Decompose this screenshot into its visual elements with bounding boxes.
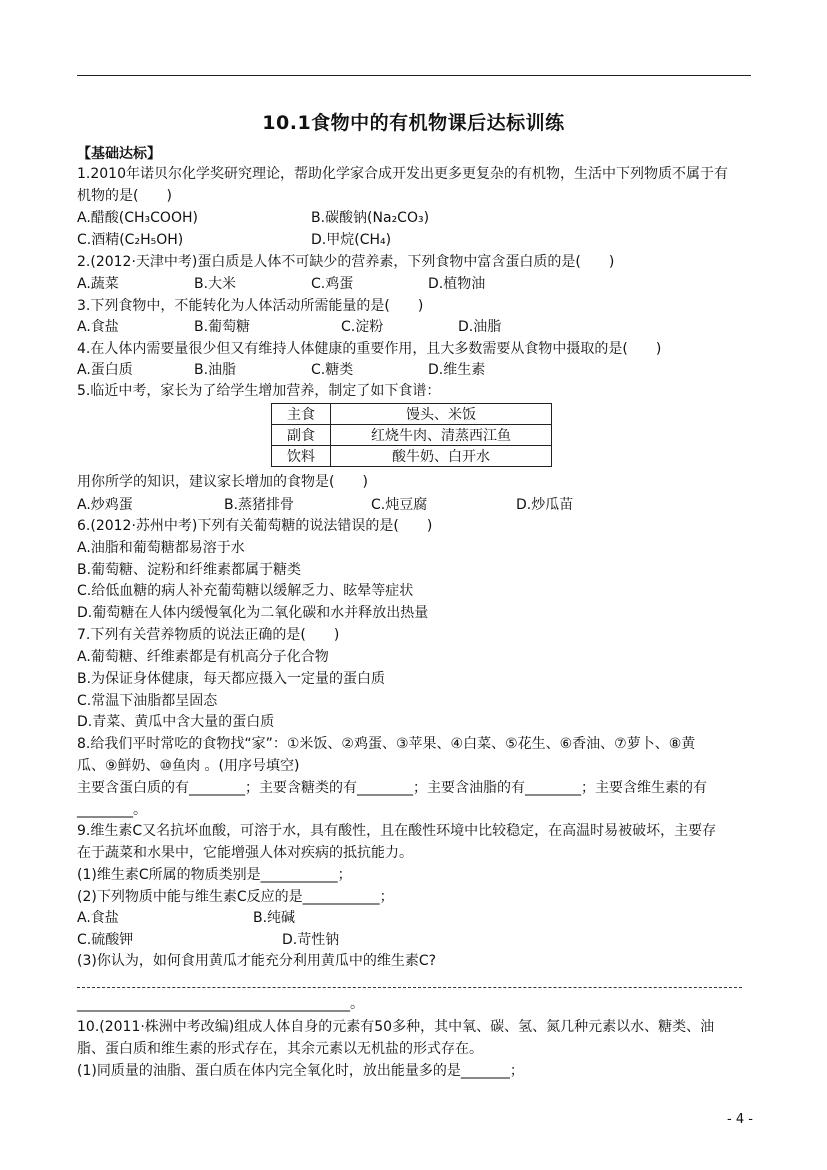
q6-option-d: D.葡萄糖在人体内缓慢氧化为二氧化碳和水并释放出热量 <box>77 605 429 621</box>
section-heading: 【基础达标】 <box>77 146 161 162</box>
q10-sub1: (1)同质量的油脂、蛋白质在体内完全氧化时，放出能量多的是_______； <box>77 1063 524 1079</box>
q8-stem-line2: 瓜、⑨鲜奶、⑩鱼肉 。(用序号填空) <box>77 758 300 774</box>
menu-table <box>271 403 552 467</box>
menu-items: 馒头、米饭 <box>331 404 552 425</box>
q9-sub2: (2)下列物质中能与维生素C反应的是___________； <box>77 889 394 905</box>
q9-option-b: B.纯碱 <box>253 910 296 926</box>
q2-stem: 2.(2012·天津中考)蛋白质是人体不可缺少的营养素，下列食物中富含蛋白质的是( ) <box>77 254 615 270</box>
q1-stem-line2: 机物的是( ) <box>77 188 172 204</box>
page-number: - 4 - <box>727 1112 753 1127</box>
q7-option-d: D.青菜、黄瓜中含大量的蛋白质 <box>77 714 275 730</box>
q9-sub3: (3)你认为，如何食用黄瓜才能充分利用黄瓜中的维生素C? <box>77 953 437 969</box>
menu-row <box>272 425 552 446</box>
q6-option-b: B.葡萄糖、淀粉和纤维素都属于糖类 <box>77 562 302 578</box>
q3-stem: 3.下列食物中，不能转化为人体活动所需能量的是( ) <box>77 298 424 314</box>
menu-category: 副食 <box>272 425 331 446</box>
menu-items: 红烧牛肉、清蒸西江鱼 <box>331 425 552 446</box>
q5-option-b: B.蒸猪排骨 <box>224 497 295 513</box>
q6-stem: 6.(2012·苏州中考)下列有关葡萄糖的说法错误的是( ) <box>77 518 433 534</box>
q3-option-b: B.葡萄糖 <box>194 319 251 335</box>
answer-blank-line <box>77 987 742 988</box>
menu-category: 主食 <box>272 404 331 425</box>
q4-option-d: D.维生素 <box>428 362 486 378</box>
q9-option-c: C.硫酸钾 <box>77 932 134 948</box>
q5-followup: 用你所学的知识，建议家长增加的食物是( ) <box>77 474 368 490</box>
q6-option-c: C.给低血糖的病人补充葡萄糖以缓解乏力、眩晕等症状 <box>77 583 414 599</box>
q1-option-b: B.碳酸钠(Na₂CO₃) <box>311 210 430 226</box>
page-title: 10.1食物中的有机物课后达标训练 <box>262 112 565 134</box>
q2-option-a: A.蔬菜 <box>77 276 119 292</box>
q2-option-b: B.大米 <box>194 276 237 292</box>
q7-option-c: C.常温下油脂都呈固态 <box>77 693 218 709</box>
q9-stem-line2: 在于蔬菜和水果中，它能增强人体对疾病的抵抗能力。 <box>77 845 413 861</box>
q4-option-c: C.糖类 <box>311 362 354 378</box>
q8-blanks-line2: ________。 <box>77 802 147 818</box>
q1-option-c: C.酒精(C₂H₅OH) <box>77 232 184 248</box>
q2-option-c: C.鸡蛋 <box>311 276 354 292</box>
header-rule <box>77 75 751 76</box>
q1-stem-line1: 1.2010年诺贝尔化学奖研究理论，帮助化学家合成开发出更多更复杂的有机物，生活中下列物质不属于有 <box>77 166 728 182</box>
q9-option-a: A.食盐 <box>77 910 119 926</box>
q1-option-a: A.醋酸(CH₃COOH) <box>77 210 198 226</box>
q6-option-a: A.油脂和葡萄糖都易溶于水 <box>77 540 245 556</box>
q9-stem-line1: 9.维生素C又名抗坏血酸，可溶于水，具有酸性，且在酸性环境中比较稳定，在高温时易被破坏，主要存 <box>77 823 717 839</box>
q8-blanks-line1: 主要含蛋白质的有________；主要含糖类的有________；主要含油脂的有________；主要含维生素的有 <box>77 780 707 796</box>
q4-stem: 4.在人体内需要量很少但又有维持人体健康的重要作用，且大多数需要从食物中摄取的是( ) <box>77 341 662 357</box>
q10-stem-line2: 脂、蛋白质和维生素的形式存在，其余元素以无机盐的形式存在。 <box>77 1041 483 1057</box>
q3-option-c: C.淀粉 <box>341 319 384 335</box>
q3-option-a: A.食盐 <box>77 319 119 335</box>
q3-option-d: D.油脂 <box>458 319 502 335</box>
q5-option-d: D.炒瓜苗 <box>516 497 574 513</box>
menu-row <box>272 404 552 425</box>
q5-option-a: A.炒鸡蛋 <box>77 497 133 513</box>
q7-option-a: A.葡萄糖、纤维素都是有机高分子化合物 <box>77 649 329 665</box>
q10-stem-line1: 10.(2011·株洲中考改编)组成人体自身的元素有50多种，其中氧、碳、氢、氮几种元素以水、糖类、油 <box>77 1019 715 1035</box>
q5-option-c: C.炖豆腐 <box>371 497 428 513</box>
q7-option-b: B.为保证身体健康，每天都应摄入一定量的蛋白质 <box>77 671 386 687</box>
q7-stem: 7.下列有关营养物质的说法正确的是( ) <box>77 627 340 643</box>
q8-stem-line1: 8.给我们平时常吃的食物找“家”：①米饭、②鸡蛋、③苹果、④白菜、⑤花生、⑥香油、⑦萝卜、⑧黄 <box>77 736 696 752</box>
q9-option-d: D.苛性钠 <box>282 932 340 948</box>
menu-items: 酸牛奶、白开水 <box>331 446 552 467</box>
q5-stem: 5.临近中考，家长为了给学生增加营养，制定了如下食谱： <box>77 383 441 399</box>
q9-answer-blank: _______________________________________。 <box>77 996 364 1012</box>
menu-category: 饮料 <box>272 446 331 467</box>
q1-option-d: D.甲烷(CH₄) <box>311 232 392 248</box>
q9-sub1: (1)维生素C所属的物质类别是___________； <box>77 867 352 883</box>
q2-option-d: D.植物油 <box>428 276 486 292</box>
q4-option-a: A.蛋白质 <box>77 362 133 378</box>
menu-row <box>272 446 552 467</box>
q4-option-b: B.油脂 <box>194 362 237 378</box>
